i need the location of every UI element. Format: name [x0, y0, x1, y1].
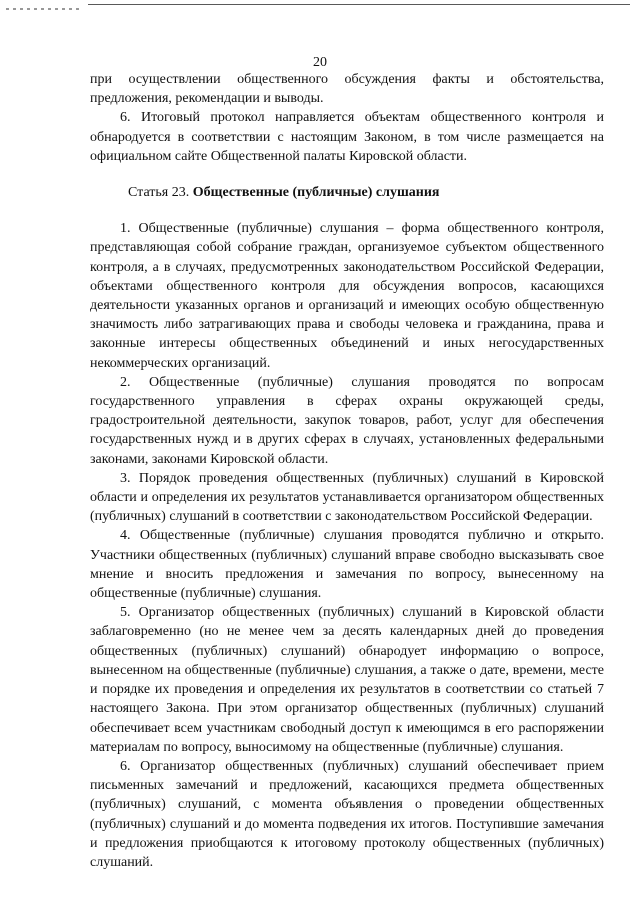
article-paragraph-5: 5. Организатор общественных (публичных) слушаний в Кировской области заблаговременно (но не менее чем за десять календарных дней до проведения общественных (публичных) слушаний) обнародует информацию о вопросе, вынесенном на общественные (публичные) слушания, а также о дате, времени, месте и порядке их проведения и определения их результатов в соответствии со статьей 7 настоящего Закона. При этом организатор общественных (публичных) слушаний обеспечивает всем участникам свободный доступ к имеющимся в его распоряжении материалам по вопросу, выносимому на общественные (публичные) слушания.: [90, 605, 604, 755]
article-title: Общественные (публичные) слушания: [192, 185, 440, 201]
protocol-item-6: 6. Итоговый протокол направляется объектам общественного контроля и обнародуется в соответствии с настоящим Законом, в том числе размещается на официальном сайте Общественной палаты Кировской области.: [90, 110, 604, 164]
article-heading: [90, 183, 604, 202]
article-paragraph-1: 1. Общественные (публичные) слушания – форма общественного контроля, представляющая собой собрание граждан, организуемое субъектом общественного контроля, а в случаях, предусмотренных законодательством Российской Федерации, объектами общественного контроля для обсуждения вопросов, касающихся деятельности указанных органов и организаций и имеющих особую общественную значимость либо затрагивающих права и свободы человека и гражданина, права и законные интересы общественных объединений и иных негосударственных некоммерческих организаций.: [90, 221, 604, 371]
top-edge-rule: [88, 4, 630, 5]
article-paragraph-4: 4. Общественные (публичные) слушания проводятся публично и открыто. Участники общественных (публичных) слушаний вправе свободно высказывать свое мнение и вносить предложения и замечания по вопросу, вынесенному на общественные (публичные) слушания.: [90, 528, 604, 602]
continuation-paragraph: при осуществлении общественного обсуждения факты и обстоятельства, предложения, рекомендации и выводы.: [90, 72, 604, 107]
article-number: Статья 23.: [128, 185, 190, 201]
page-number: 20: [313, 55, 327, 70]
article-paragraph-2: 2. Общественные (публичные) слушания проводятся по вопросам государственного управления в сферах охраны окружающей среды, градостроительной деятельности, закупок товаров, работ, услуг для обеспечения государственных нужд и в других сферах в случаях, установленных федеральными законами, законами Кировской области.: [90, 374, 604, 467]
scan-artifact-mark: [6, 8, 80, 10]
article-paragraph-6: 6. Организатор общественных (публичных) слушаний обеспечивает прием письменных замечаний и предложений, касающихся предмета общественных (публичных) слушаний, с момента объявления о проведении общественных (публичных) слушаний и до момента подведения их итогов. Поступившие замечания и предложения приобщаются к итоговому протоколу общественных (публичных) слушаний.: [90, 758, 604, 870]
article-paragraph-3: 3. Порядок проведения общественных (публичных) слушаний в Кировской области и определения их результатов устанавливается организатором общественных (публичных) слушаний в соответствии с законодательством Российской Федерации.: [90, 470, 604, 525]
document-body: [90, 70, 604, 872]
